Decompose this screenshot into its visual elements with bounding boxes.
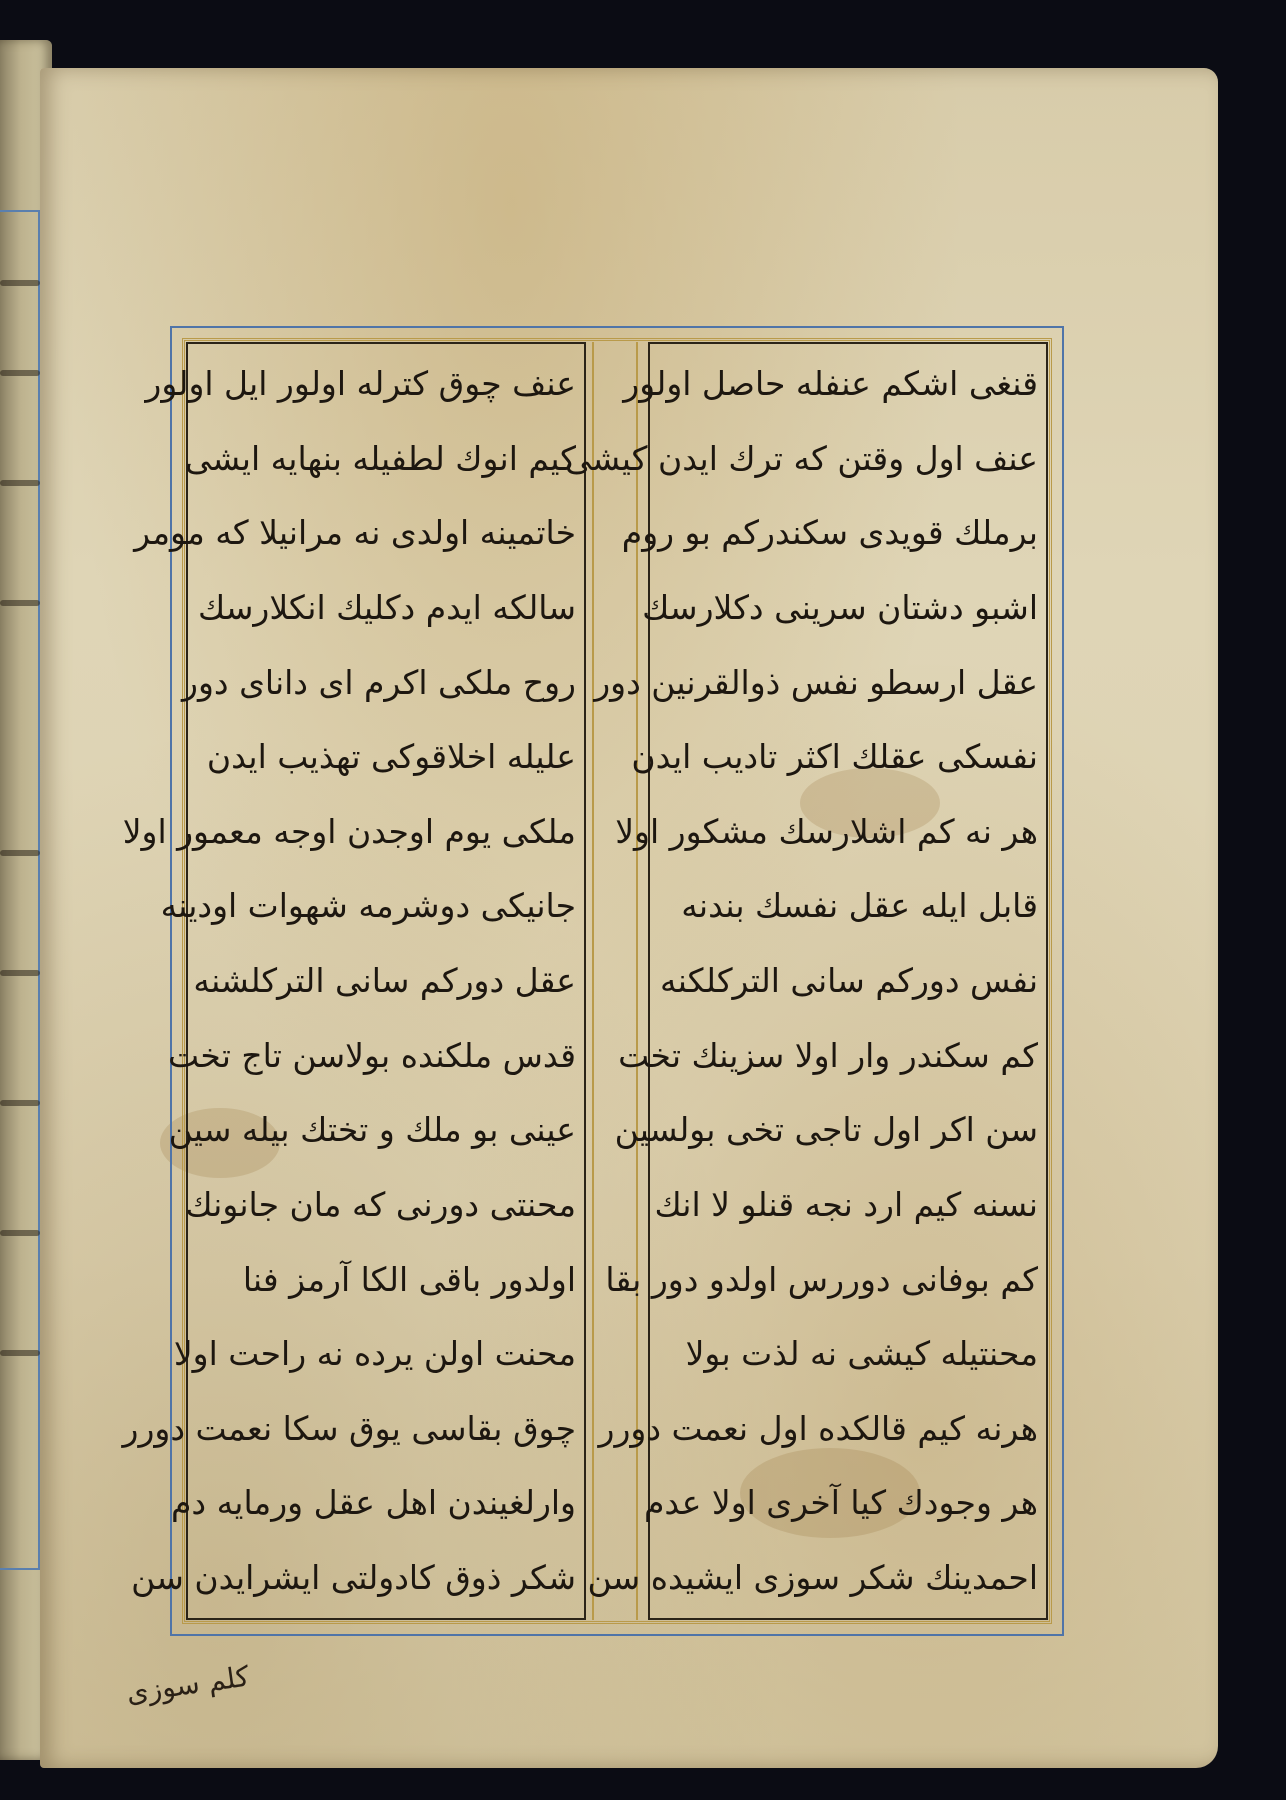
ink-fragment [0,1230,40,1236]
verse-line: برملك قویدی سکندرکم بو روم [621,513,1038,553]
left-text-column [122,342,586,1620]
verse-line: احمدینك شکر سوزی ایشیده سن [587,1558,1038,1597]
verse-line: قدس ملکنده بولاسن تاج تخت [168,1035,576,1075]
verse-line: عقل دورکم سانی الترکلشنه [193,961,576,1000]
verse-line: نفس دورکم سانی الترکلکنه [660,961,1038,1000]
verse-line: اولدور باقی الکا آرمز فنا [242,1259,576,1299]
ink-fragment [0,480,40,486]
verse-line: هرنه کیم قالکده اول نعمت دورر [598,1408,1038,1448]
verse-line: روح ملکی اکرم ای دانای دور [182,662,576,702]
verse-line: سالکه ایدم دکلیك انکلارسك [197,587,576,627]
ink-fragment [0,1350,40,1356]
verse-line: عینی بو ملك و تختك بیله سین [168,1110,576,1150]
verse-line: هر نه کم اشلارسك مشکور اولا [615,811,1038,851]
verse-line: عنف چوق کترله اولور ایل اولور [145,364,576,403]
verse-line: نسنه کیم ارد نجه قنلو لا انك [654,1184,1038,1224]
verse-line: چوق بقاسی یوق سکا نعمت دورر [122,1408,576,1448]
verse-line: علیله اخلاقوکی تهذیب ایدن [206,737,576,777]
verse-line: محنتی دورنی که مان جانونك [185,1184,576,1224]
verse-line: نفسکی عقلك اکثر تادیب ایدن [631,737,1038,777]
ink-fragment [0,1100,40,1106]
verse-line: خاتمینه اولدی نه مرانیلا که مومر [134,513,576,553]
verse-line: قابل ایله عقل نفسك بندنه [681,886,1038,926]
verse-line: کیم انوك لطفیله بنهایه ایشی [184,438,576,478]
verse-line: سن اکر اول تاجی تخی بولسین [614,1110,1038,1150]
verse-line: جانیکی دوشرمه شهوات اودینه [160,886,576,926]
ink-fragment [0,280,40,286]
verse-line: محنتیله کیشی نه لذت بولا [685,1334,1038,1374]
right-text-column [564,342,1048,1620]
verse-line: ملکی یوم اوجدن اوجه معمور اولا [122,811,576,851]
ink-fragment [0,600,40,606]
verse-line: عنف اول وقتن که ترك ایدن کیشی [564,438,1038,478]
verse-line: اشبو دشتان سرینی دکلارسك [642,587,1038,627]
verse-line: کم سکندر وار اولا سزینك تخت [618,1035,1038,1075]
verse-line: کم بوفانی دوررس اولدو دور بقا [605,1259,1038,1299]
text-block [122,326,1064,1636]
manuscript-folio [40,68,1218,1768]
ink-fragment [0,970,40,976]
verse-line: قنغی اشکم عنفله حاصل اولور [623,364,1038,403]
verse-line: وارلغیندن اهل عقل ورمایه دم [171,1483,576,1523]
ink-fragment [0,850,40,856]
verse-line: محنت اولن یرده نه راحت اولا [173,1334,576,1374]
ink-fragment [0,370,40,376]
verse-line: شکر ذوق کادولتی ایشرایدن سن [131,1558,576,1597]
previous-leaf-frame [0,210,40,1570]
catchword: کلم سوزی [124,1659,252,1710]
verse-line: عقل ارسطو نفس ذوالقرنین دور [594,662,1038,702]
verse-line: هر وجودك کیا آخری اولا عدم [643,1483,1038,1523]
